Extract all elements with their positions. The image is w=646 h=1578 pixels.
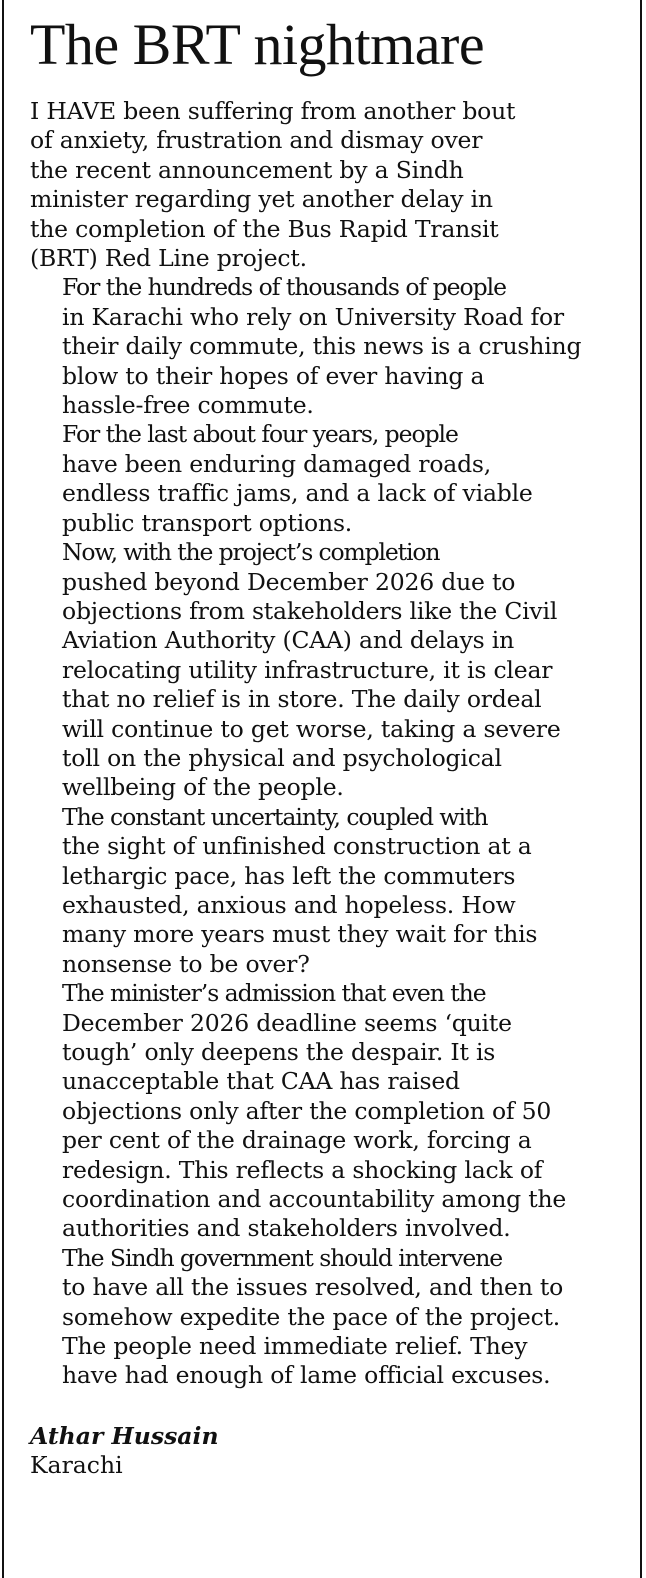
- text-line: the completion of the Bus Rapid Transit: [30, 214, 499, 243]
- text-line: lethargic pace, has left the commuters: [62, 861, 516, 890]
- text-line: For the last about four years, people: [62, 420, 458, 449]
- paragraph: [30, 1244, 636, 1391]
- text-line: (BRT) Red Line project.: [30, 244, 307, 273]
- text-line: The constant uncertainty, coupled with: [62, 802, 488, 831]
- text-line: Now, with the project’s completion: [62, 538, 440, 567]
- author-city: Karachi: [30, 1450, 123, 1479]
- text-line: to have all the issues resolved, and then to: [62, 1273, 564, 1302]
- text-line: coordination and accountability among the: [62, 1185, 567, 1214]
- text-line: wellbeing of the people.: [62, 773, 344, 802]
- text-line: exhausted, anxious and hopeless. How: [62, 890, 516, 919]
- text-line: will continue to get worse, taking a severe: [62, 714, 561, 743]
- text-line: have had enough of lame official excuses.: [62, 1361, 551, 1390]
- text-line: somehow expedite the pace of the project.: [62, 1302, 561, 1331]
- paragraph: [30, 97, 636, 273]
- text-line: tough’ only deepens the despair. It is: [62, 1038, 496, 1066]
- letter-article: [30, 0, 636, 1480]
- text-line: toll on the physical and psychological: [62, 743, 502, 772]
- text-line: For the hundreds of thousands of people: [62, 273, 507, 302]
- text-line: authorities and stakeholders involved.: [62, 1214, 511, 1243]
- text-line: the sight of unfinished construction at a: [62, 832, 532, 861]
- text-line: per cent of the drainage work, forcing a: [62, 1126, 532, 1155]
- headline: The BRT nightmare: [30, 12, 485, 77]
- text-line: redesign. This reflects a shocking lack of: [62, 1155, 543, 1184]
- text-line: public transport options.: [62, 508, 353, 537]
- text-line: their daily commute, this news is a crushing: [62, 332, 582, 361]
- text-line: objections only after the completion of 50: [62, 1096, 552, 1125]
- paragraph: [30, 803, 636, 979]
- text-line: The Sindh government should intervene: [62, 1243, 503, 1272]
- text-line: objections from stakeholders like the Civil: [62, 596, 558, 625]
- text-line: the recent announcement by a Sindh: [30, 155, 464, 184]
- text-line: hassle-free commute.: [62, 391, 314, 420]
- text-line: I HAVE been suffering from another bout: [30, 97, 516, 125]
- text-line: relocating utility infrastructure, it is clear: [62, 655, 553, 684]
- text-line: that no relief is in store. The daily ordeal: [62, 685, 542, 714]
- paragraph: [30, 979, 636, 1244]
- signoff: [30, 1422, 636, 1480]
- text-line: nonsense to be over?: [62, 949, 310, 978]
- text-line: in Karachi who rely on University Road for: [62, 302, 564, 331]
- text-line: unacceptable that CAA has raised: [62, 1067, 460, 1096]
- text-line: blow to their hopes of ever having a: [62, 361, 485, 390]
- text-line: The people need immediate relief. They: [62, 1332, 528, 1361]
- article-body: [30, 97, 636, 1391]
- text-line: The minister’s admission that even the: [62, 979, 486, 1008]
- author-name: Athar Hussain: [30, 1421, 219, 1450]
- text-line: pushed beyond December 2026 due to: [62, 567, 516, 596]
- column-rule-right: [640, 0, 642, 1578]
- paragraph: [30, 538, 636, 803]
- text-line: endless traffic jams, and a lack of viable: [62, 479, 533, 508]
- paragraph: [30, 273, 636, 420]
- text-line: minister regarding yet another delay in: [30, 185, 493, 214]
- text-line: have been enduring damaged roads,: [62, 449, 492, 478]
- text-line: Aviation Authority (CAA) and delays in: [62, 626, 515, 655]
- column-rule-left: [2, 0, 4, 1578]
- text-line: December 2026 deadline seems ‘quite: [62, 1008, 512, 1037]
- paragraph: [30, 420, 636, 538]
- text-line: of anxiety, frustration and dismay over: [30, 126, 483, 155]
- text-line: many more years must they wait for this: [62, 920, 538, 949]
